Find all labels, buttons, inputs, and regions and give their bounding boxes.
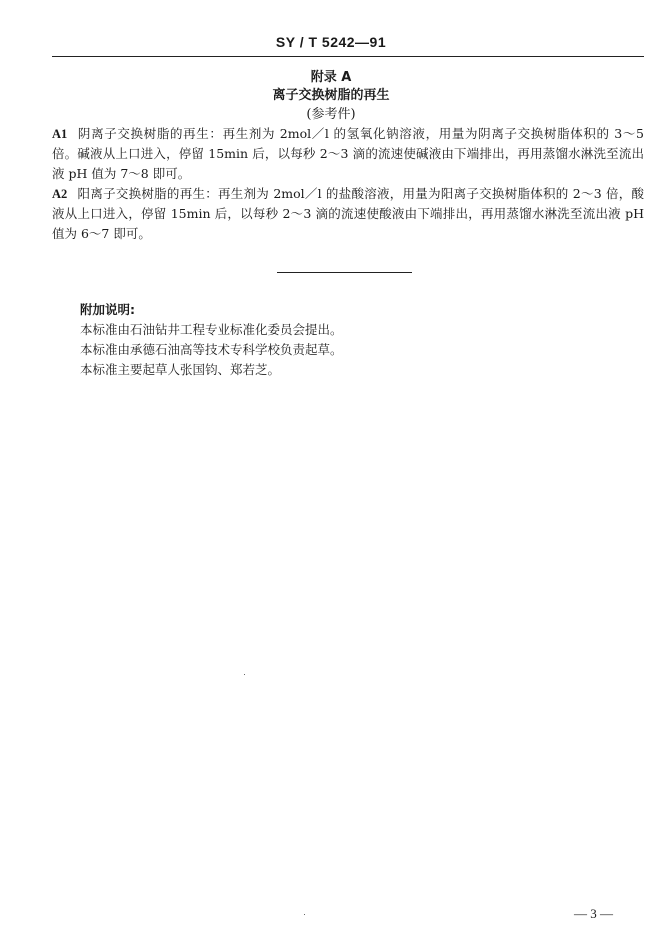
notes-line: 本标准由石油钻井工程专业标准化委员会提出。 — [80, 322, 343, 337]
notes-heading: 附加说明: — [80, 302, 135, 317]
scan-speck — [244, 674, 245, 675]
end-rule — [277, 272, 412, 273]
notes-line: 本标准由承德石油高等技术专科学校负责起草。 — [80, 342, 343, 357]
appendix-title: 离子交换树脂的再生 — [272, 88, 390, 103]
clause-a1 — [52, 124, 644, 184]
scan-speck — [304, 914, 305, 915]
appendix-label: 附录 A — [310, 70, 352, 85]
page-number: — 3 — — [574, 906, 613, 921]
clause-text: 阳离子交换树脂的再生：再生剂为 2mol／l 的盐酸溶液，用量为阳离子交换树脂体积的 2～3 倍，酸液从上口进入，停留 15min 后，以每秒 2～3 滴的流速使酸液由下端排出，再用蒸馏水淋洗至流出液 pH 值为 6～7 即可。 — [52, 186, 644, 241]
header-rule — [52, 56, 644, 57]
clause-text: 阴离子交换树脂的再生：再生剂为 2mol／l 的氢氧化钠溶液，用量为阴离子交换树脂体积的 3～5 倍。碱液从上口进入，停留 15min 后，以每秒 2～3 滴的流速使碱液由下端排出，再用蒸馏水淋洗至流出液 pH 值为 7～8 即可。 — [52, 126, 644, 181]
additional-notes — [80, 300, 640, 380]
standard-code: SY / T 5242—91 — [275, 34, 387, 50]
notes-line: 本标准主要起草人张国钧、郑若芝。 — [80, 362, 281, 377]
clause-number: A1 — [52, 127, 68, 141]
clause-a2 — [52, 184, 644, 244]
clause-number: A2 — [52, 187, 68, 201]
appendix-note: (参考件) — [306, 107, 356, 122]
